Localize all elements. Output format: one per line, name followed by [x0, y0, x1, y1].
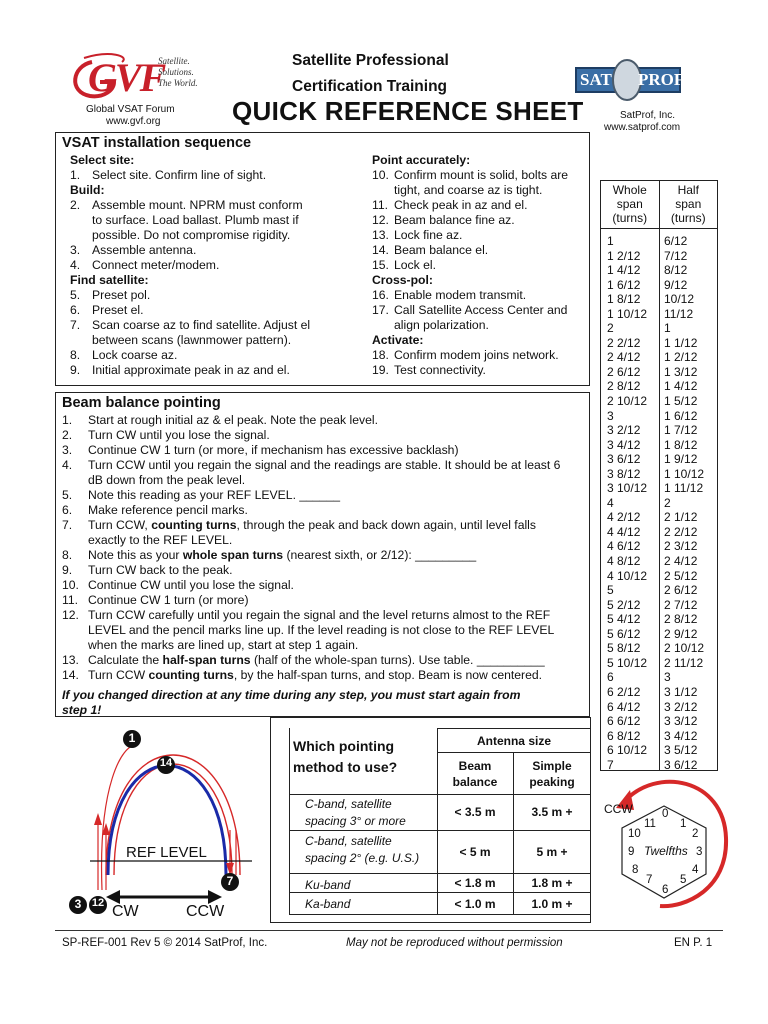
step-continuation: between scans (lawnmower pattern).	[92, 333, 292, 347]
beam-step	[62, 488, 560, 503]
beam-step	[62, 533, 560, 548]
band-line: Ku-band	[305, 878, 351, 892]
step-number: 12.	[372, 213, 389, 227]
header-line: (turns)	[670, 211, 706, 225]
half-span-cell: 1 1/12	[664, 335, 698, 350]
vsat-line	[372, 243, 568, 258]
step-continuation: to surface. Load ballast. Plumb mast if	[92, 213, 299, 227]
whole-span-cell: 7	[607, 757, 614, 772]
step-text: Beam balance fine az.	[394, 213, 515, 227]
simple-size-cell: 3.5 m +	[531, 805, 573, 819]
gvf-name: Global VSAT Forum	[86, 104, 175, 115]
step-number: 10.	[372, 168, 389, 182]
whole-span-cell: 3 2/12	[607, 423, 641, 438]
whole-span-cell: 2	[607, 321, 614, 336]
band-line: C-band, satellite	[305, 797, 392, 811]
vsat-line	[70, 303, 310, 318]
whole-span-cell: 3 4/12	[607, 437, 641, 452]
half-span-cell: 2 9/12	[664, 626, 698, 641]
step-text: exactly to the REF LEVEL.	[88, 533, 233, 547]
warning-line: If you changed direction at any time during any step, you must start again from	[62, 688, 521, 702]
half-span-cell: 2 10/12	[664, 641, 705, 656]
whole-span-cell: 6 8/12	[607, 728, 641, 743]
beam-step	[62, 518, 560, 533]
vsat-line	[70, 243, 310, 258]
vsat-line	[70, 363, 310, 378]
vsat-line	[70, 258, 310, 273]
whole-span-header	[601, 181, 660, 228]
step-text: Lock fine az.	[394, 228, 463, 242]
vsat-line	[70, 318, 310, 333]
whole-span-cell: 4 8/12	[607, 554, 641, 569]
step-text: Continue CW 1 turn (or more, if mechanism has excessive backlash)	[88, 443, 459, 457]
whole-span-cell: 5 2/12	[607, 597, 641, 612]
half-span-cell: 1 5/12	[664, 394, 698, 409]
step-text: Assemble mount. NPRM must conform	[92, 198, 303, 212]
whole-span-cell: 5 8/12	[607, 641, 641, 656]
step-text: Calculate the half-span turns (half of the whole-span turns). Use table. __________	[88, 653, 545, 667]
half-span-cell: 1 4/12	[664, 379, 698, 394]
step-text: Call Satellite Access Center and	[394, 303, 568, 317]
vsat-subheading: Build:	[70, 183, 105, 197]
beam-step	[62, 608, 560, 623]
step-text: Turn CW back to the peak.	[88, 563, 233, 577]
step-text: Make reference pencil marks.	[88, 503, 248, 517]
whole-span-cell: 1 4/12	[607, 263, 641, 278]
whole-span-cell: 2 8/12	[607, 379, 641, 394]
beam-step	[62, 413, 560, 428]
dial-tick: 8	[632, 864, 639, 876]
whole-span-cell: 2 10/12	[607, 394, 648, 409]
half-span-cell: 1 9/12	[664, 452, 698, 467]
grid-line	[437, 752, 591, 753]
whole-span-cell: 4 10/12	[607, 568, 648, 583]
dial-tick: 3	[696, 846, 703, 858]
step-text: Confirm modem joins network.	[394, 348, 559, 362]
half-span-cell: 1 3/12	[664, 364, 698, 379]
beam-step	[62, 668, 560, 683]
gvf-tagline-line: Solutions.	[158, 67, 194, 77]
half-span-cell: 3 4/12	[664, 728, 698, 743]
step-number: 10.	[62, 578, 79, 592]
whole-span-cell: 5	[607, 583, 614, 598]
dial-tick: 2	[692, 828, 699, 840]
dial-tick: 9	[628, 846, 635, 858]
band-cell	[305, 796, 406, 830]
step-number: 17.	[372, 303, 389, 317]
step-number: 14.	[372, 243, 389, 257]
beam-size-cell: < 5 m	[459, 845, 491, 859]
step-number: 1.	[70, 168, 81, 182]
step-text: Start at rough initial az & el peak. Note the peak level.	[88, 413, 378, 427]
half-span-cell: 1 11/12	[664, 481, 704, 496]
band-line: Ka-band	[305, 897, 351, 911]
grid-line	[289, 728, 290, 914]
gvf-logo	[70, 52, 220, 102]
header-line: span	[675, 197, 702, 211]
beam-step	[62, 578, 560, 593]
dial-tick: 1	[680, 818, 687, 830]
whole-span-cell: 6 10/12	[607, 743, 648, 758]
simple-size-cell: 5 m +	[536, 845, 568, 859]
step-text: Confirm mount is solid, bolts are	[394, 168, 569, 182]
step-text: LEVEL and the pencil marks line up. If the level reading is not close to the REF LEVEL	[88, 623, 555, 637]
step-text: Beam balance el.	[394, 243, 489, 257]
whole-span-cell: 3 6/12	[607, 452, 641, 467]
beam-step	[62, 623, 560, 638]
header-line: Half	[677, 183, 699, 197]
vsat-line	[70, 198, 310, 213]
arrow-head	[106, 890, 120, 904]
step-number: 6.	[70, 303, 81, 317]
dial-tick: 10	[628, 828, 641, 840]
beam-balance-header	[437, 758, 513, 790]
header-line: Beam	[458, 759, 492, 773]
whole-span-cell: 2 2/12	[607, 335, 641, 350]
whole-span-cell: 1 6/12	[607, 277, 641, 292]
arrow-head	[94, 813, 102, 825]
dial-tick: 7	[646, 874, 653, 886]
beam-step	[62, 428, 560, 443]
grid-line	[289, 794, 591, 795]
step-text: Scan coarse az to find satellite. Adjust el	[92, 318, 311, 332]
vsat-line	[372, 168, 568, 183]
half-span-cell: 3 2/12	[664, 699, 698, 714]
half-span-cell: 2 8/12	[664, 612, 698, 627]
step-number: 2.	[70, 198, 81, 212]
twelfths-dial	[600, 770, 730, 910]
arrow-head	[208, 890, 222, 904]
whole-span-cell: 1	[607, 234, 614, 248]
half-span-cell: 2 7/12	[664, 597, 698, 612]
whole-span-cell: 3 10/12	[607, 481, 648, 496]
step-number: 14.	[62, 668, 79, 682]
ccw-label: CCW	[186, 903, 225, 920]
beam-step	[62, 593, 560, 608]
half-span-cell: 10/12	[664, 292, 695, 307]
step-text: Continue CW until you lose the signal.	[88, 578, 294, 592]
ref-level-label: REF LEVEL	[126, 844, 207, 861]
vsat-line	[372, 198, 568, 213]
step-number: 9.	[70, 363, 81, 377]
vsat-line	[70, 168, 310, 183]
band-cell	[305, 877, 350, 894]
half-span-cell: 9/12	[664, 277, 688, 292]
step-number: 7.	[62, 518, 73, 532]
half-span-cell: 6/12	[664, 234, 688, 248]
step-text: Continue CW 1 turn (or more)	[88, 593, 249, 607]
cw-label: CW	[112, 903, 139, 920]
step-number: 11.	[62, 593, 79, 607]
step-number: 6.	[62, 503, 73, 517]
beam-size-cell: < 1.0 m	[454, 897, 496, 911]
step-continuation: possible. Do not compromise rigidity.	[92, 228, 291, 242]
marker-1-label: 1	[128, 731, 136, 745]
antenna-size-header: Antenna size	[476, 734, 551, 748]
half-span-cell: 1 6/12	[664, 408, 698, 423]
half-span-cell: 11/12	[664, 306, 694, 321]
grid-line	[289, 914, 591, 915]
marker-12-label: 12	[91, 897, 105, 909]
band-cell	[305, 833, 419, 867]
dial-tick: 6	[662, 884, 669, 896]
vsat-line	[70, 288, 310, 303]
whole-span-cell: 4 4/12	[607, 524, 641, 539]
satprof-logo-right: PROF	[638, 70, 685, 89]
whole-span-cell: 6	[607, 670, 614, 685]
beam-diagram	[62, 725, 267, 925]
step-continuation: tight, and coarse az is tight.	[394, 183, 543, 197]
step-continuation: align polarization.	[394, 318, 489, 332]
satprof-name: SatProf, Inc.	[620, 110, 676, 121]
marker-7-label: 7	[226, 874, 234, 888]
beam-section-title: Beam balance pointing	[62, 395, 221, 411]
whole-span-cell: 6 4/12	[607, 699, 641, 714]
question-line: method to use?	[293, 759, 398, 775]
whole-span-cell: 5 10/12	[607, 655, 648, 670]
beam-step	[62, 458, 560, 473]
step-number: 5.	[62, 488, 73, 502]
gvf-logo-text: GVF	[88, 55, 165, 100]
step-number: 15.	[372, 258, 389, 272]
beam-size-cell: < 1.8 m	[454, 876, 496, 890]
page-subtitle-2: Certification Training	[292, 78, 448, 95]
vsat-left-column	[70, 153, 310, 378]
half-span-cell: 2	[664, 495, 671, 510]
step-text: Turn CCW counting turns, by the half-span turns, and stop. Beam is now centered.	[88, 668, 543, 682]
half-span-cell: 2 11/12	[664, 655, 704, 670]
vsat-line	[372, 213, 568, 228]
beam-step	[62, 638, 560, 653]
warning-line: step 1!	[62, 703, 102, 717]
vsat-right-column	[372, 153, 568, 378]
half-span-cell: 2 5/12	[664, 568, 698, 583]
whole-span-cell: 1 2/12	[607, 248, 641, 263]
header-line: (turns)	[612, 211, 648, 225]
header-line: Whole	[612, 183, 647, 197]
vsat-subheading: Point accurately:	[372, 153, 471, 167]
step-text: Preset pol.	[92, 288, 151, 302]
page-subtitle-1: Satellite Professional	[292, 52, 449, 69]
step-number: 8.	[70, 348, 81, 362]
grid-line	[289, 830, 591, 831]
whole-span-cell: 1 8/12	[607, 292, 641, 307]
whole-span-cell: 2 6/12	[607, 364, 641, 379]
step-text: Enable modem transmit.	[394, 288, 527, 302]
question-line: Which pointing	[293, 738, 395, 754]
vsat-line	[372, 348, 568, 363]
step-number: 3.	[62, 443, 73, 457]
step-number: 9.	[62, 563, 73, 577]
footer-right: EN P. 1	[674, 937, 713, 949]
simple-peaking-header	[513, 758, 591, 790]
band-line: spacing 2° (e.g. U.S.)	[305, 851, 420, 865]
gvf-tagline-line: Satellite.	[158, 56, 190, 66]
beam-step	[62, 563, 560, 578]
footer-rule	[55, 930, 723, 931]
step-text: Test connectivity.	[394, 363, 486, 377]
method-table	[270, 717, 591, 923]
vsat-subheading: Activate:	[372, 333, 424, 347]
half-span-header	[660, 181, 718, 228]
grid-line	[289, 873, 591, 874]
gvf-tagline	[158, 56, 198, 89]
vsat-line	[372, 288, 568, 303]
step-text: Lock el.	[394, 258, 437, 272]
beam-section	[55, 392, 590, 717]
vsat-section-title: VSAT installation sequence	[62, 135, 252, 151]
step-text: Initial approximate peak in az and el.	[92, 363, 290, 377]
beam-diagram-svg	[62, 725, 267, 925]
half-span-cell: 8/12	[664, 263, 688, 278]
satprof-logo-left: SAT	[580, 70, 612, 89]
step-text: Check peak in az and el.	[394, 198, 528, 212]
step-number: 8.	[62, 548, 73, 562]
step-number: 5.	[70, 288, 81, 302]
step-text: Note this as your whole span turns (nearest sixth, or 2/12): _________	[88, 548, 477, 562]
step-text: Turn CCW until you regain the signal and the readings are stable. It should be at least 6	[88, 458, 561, 472]
footer-center: May not be reproduced without permission	[346, 937, 563, 949]
half-span-cell: 3 6/12	[664, 757, 698, 772]
header-line: Simple	[532, 759, 572, 773]
whole-span-cell: 2 4/12	[607, 350, 641, 365]
vsat-subheading: Select site:	[70, 153, 135, 167]
step-text: Connect meter/modem.	[92, 258, 220, 272]
vsat-line	[372, 303, 568, 318]
simple-size-cell: 1.0 m +	[531, 897, 573, 911]
step-text: Note this reading as your REF LEVEL. ______	[88, 488, 341, 502]
vsat-line	[372, 258, 568, 273]
step-text: Lock coarse az.	[92, 348, 178, 362]
vsat-subheading: Cross-pol:	[372, 273, 433, 287]
vsat-subheading: Find satellite:	[70, 273, 149, 287]
whole-span-cell: 1 10/12	[607, 306, 648, 321]
step-number: 13.	[62, 653, 79, 667]
half-span-cell: 2 1/12	[664, 510, 698, 525]
half-span-cell: 2 6/12	[664, 583, 698, 598]
whole-span-cell: 4	[607, 495, 614, 510]
step-number: 4.	[62, 458, 73, 472]
step-text: Turn CCW carefully until you regain the signal and the level returns almost to the REF	[88, 608, 551, 622]
span-table-header	[601, 181, 717, 229]
satprof-url: www.satprof.com	[604, 122, 681, 133]
dial-tick: 11	[644, 818, 656, 830]
half-span-cell: 1 8/12	[664, 437, 698, 452]
whole-span-cell: 3 8/12	[607, 466, 641, 481]
step-number: 3.	[70, 243, 81, 257]
half-span-cell: 1 2/12	[664, 350, 698, 365]
step-number: 1.	[62, 413, 73, 427]
half-span-cell: 1 10/12	[664, 466, 705, 481]
step-text: when the marks are lined up, start at step 1 again.	[88, 638, 359, 652]
marker-3-label: 3	[74, 897, 82, 911]
header-line: peaking	[529, 775, 575, 789]
step-number: 4.	[70, 258, 81, 272]
half-span-cell: 1 7/12	[664, 423, 698, 438]
step-text: Select site. Confirm line of sight.	[92, 168, 267, 182]
beam-step	[62, 548, 560, 563]
step-number: 11.	[372, 198, 389, 212]
dial-tick: 4	[692, 864, 699, 876]
footer-left: SP-REF-001 Rev 5 © 2014 SatProf, Inc.	[62, 937, 268, 949]
grid-line	[437, 728, 591, 729]
step-number: 2.	[62, 428, 73, 442]
band-line: spacing 3° or more	[305, 814, 406, 828]
vsat-line	[70, 348, 310, 363]
half-span-cell: 3	[664, 670, 671, 685]
marker-14-label: 14	[159, 757, 173, 769]
step-number: 19.	[372, 363, 389, 377]
span-table-divider	[659, 228, 660, 770]
half-span-cell: 2 2/12	[664, 524, 698, 539]
vsat-line	[372, 228, 568, 243]
gvf-tagline-line: The World.	[158, 78, 198, 88]
half-span-cell: 3 3/12	[664, 714, 698, 729]
simple-size-cell: 1.8 m +	[531, 876, 573, 890]
half-span-cell: 2 3/12	[664, 539, 698, 554]
step-number: 7.	[70, 318, 81, 332]
whole-span-cell: 3	[607, 408, 614, 423]
half-span-cell: 3 5/12	[664, 743, 698, 758]
beam-step	[62, 443, 560, 458]
header-line: span	[616, 197, 643, 211]
band-line: C-band, satellite	[305, 834, 392, 848]
satprof-logo	[574, 58, 684, 106]
half-span-cell: 3 1/12	[664, 684, 698, 699]
beam-step	[62, 473, 560, 488]
beam-warning	[62, 688, 520, 718]
half-span-cell: 7/12	[664, 248, 688, 263]
dial-ccw-label: CCW	[604, 802, 633, 816]
step-number: 18.	[372, 348, 389, 362]
whole-span-cell: 4 6/12	[607, 539, 641, 554]
step-number: 12.	[62, 608, 79, 622]
step-number: 13.	[372, 228, 389, 242]
header-line: balance	[452, 775, 498, 789]
step-text: Assemble antenna.	[92, 243, 197, 257]
step-number: 16.	[372, 288, 389, 302]
beam-steps	[62, 413, 560, 683]
step-text: dB down from the peak level.	[88, 473, 246, 487]
whole-span-cell: 5 4/12	[607, 612, 641, 627]
step-text: Turn CCW, counting turns, through the peak and back down again, until level falls	[88, 518, 536, 532]
method-question	[293, 736, 397, 778]
whole-span-cell: 4 2/12	[607, 510, 641, 525]
half-span-cell: 1	[664, 321, 671, 336]
vsat-line	[372, 363, 568, 378]
whole-span-cell: 6 2/12	[607, 684, 641, 699]
whole-span-cell: 6 6/12	[607, 714, 641, 729]
span-table	[600, 180, 718, 771]
beam-size-cell: < 3.5 m	[454, 805, 496, 819]
dial-tick: 0	[662, 808, 669, 820]
beam-step	[62, 503, 560, 518]
band-cell	[305, 896, 350, 913]
page-title: QUICK REFERENCE SHEET	[232, 96, 584, 126]
vsat-section	[55, 132, 590, 386]
whole-span-cell: 5 6/12	[607, 626, 641, 641]
step-text: Turn CW until you lose the signal.	[88, 428, 270, 442]
half-span-cell: 2 4/12	[664, 554, 698, 569]
gvf-url: www.gvf.org	[106, 116, 161, 127]
beam-step	[62, 653, 560, 668]
dial-center-label: Twelfths	[644, 844, 688, 858]
dial-tick: 5	[680, 874, 687, 886]
step-text: Preset el.	[92, 303, 144, 317]
